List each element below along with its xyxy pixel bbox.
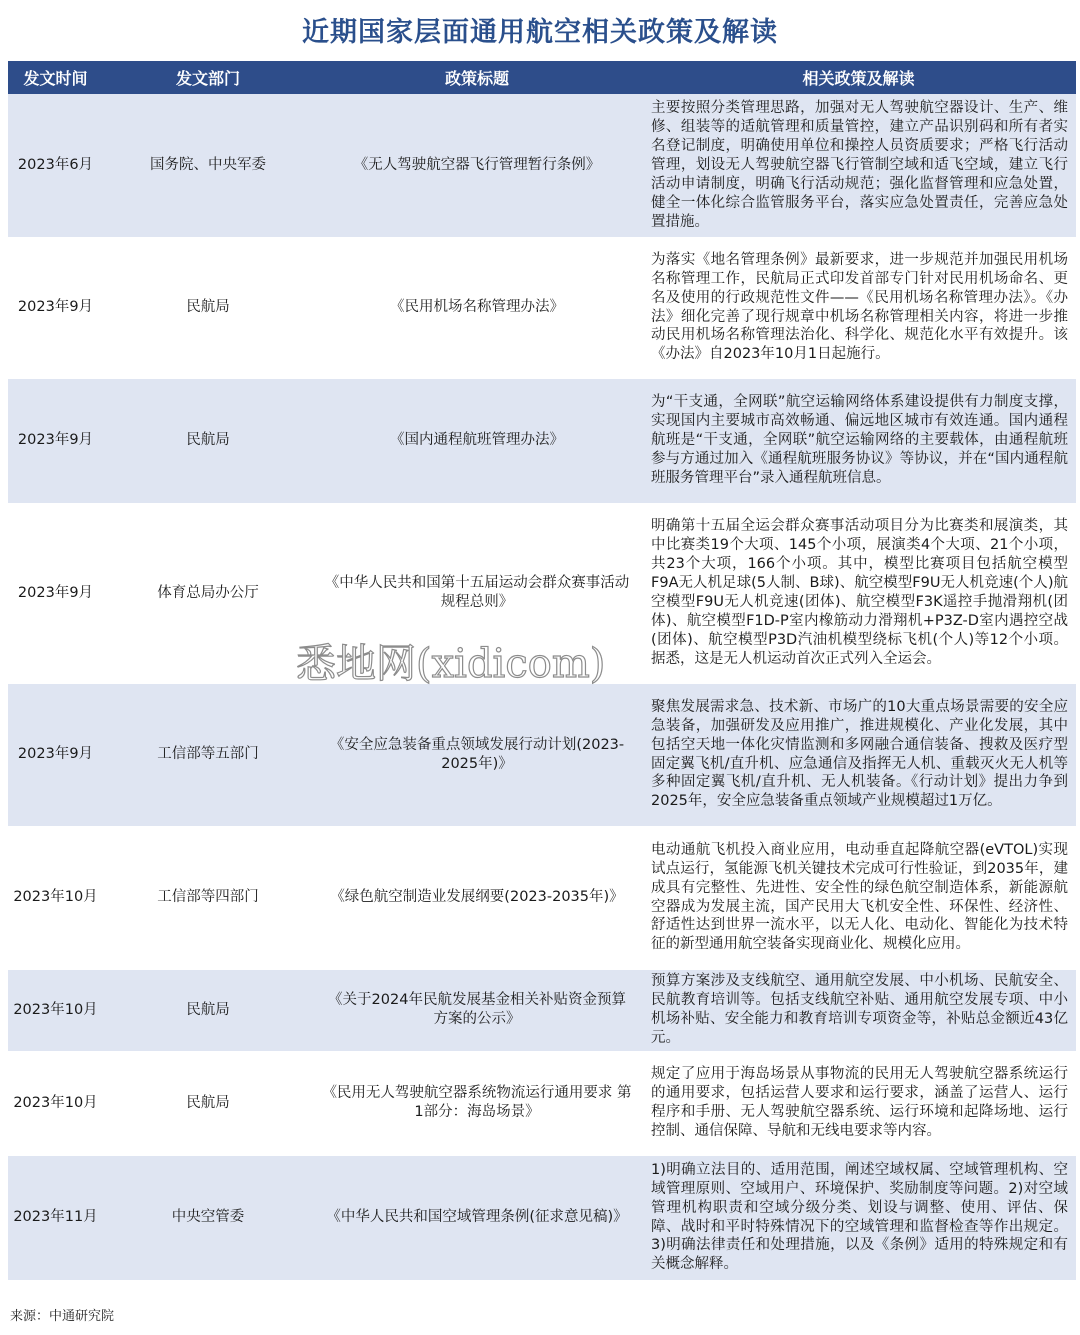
table-row xyxy=(8,826,1076,969)
table-header-row xyxy=(8,61,1076,94)
cell-date: 2023年9月 xyxy=(8,378,103,503)
cell-date: 2023年10月 xyxy=(8,1051,103,1155)
table-row xyxy=(8,969,1076,1051)
cell-dept: 民航局 xyxy=(103,969,313,1051)
cell-date: 2023年9月 xyxy=(8,683,103,826)
table-row xyxy=(8,94,1076,237)
cell-dept: 中央空管委 xyxy=(103,1155,313,1280)
cell-dept: 民航局 xyxy=(103,237,313,378)
header-date: 发文时间 xyxy=(8,61,103,94)
cell-desc: 为“干支通，全网联”航空运输网络体系建设提供有力制度支撑，实现国内主要城市高效畅通、偏远地区城市有效连通。国内通程航班是“干支通，全网联”航空运输网络的主要载体，由通程航班参与方通过加入《通程航班服务协议》等协议，并在“国内通程航班服务管理平台”录入通程航班信息。 xyxy=(641,378,1076,503)
cell-title: 《中华人民共和国空域管理条例(征求意见稿)》 xyxy=(313,1155,641,1280)
table-row xyxy=(8,237,1076,378)
cell-title: 《关于2024年民航发展基金相关补贴资金预算方案的公示》 xyxy=(313,969,641,1051)
header-title: 政策标题 xyxy=(313,61,641,94)
cell-dept: 体育总局办公厅 xyxy=(103,503,313,683)
header-dept: 发文部门 xyxy=(103,61,313,94)
cell-title: 《无人驾驶航空器飞行管理暂行条例》 xyxy=(313,94,641,237)
cell-desc: 预算方案涉及支线航空、通用航空发展、中小机场、民航安全、民航教育培训等。包括支线航空补贴、通用航空发展专项、中小机场补贴、安全能力和教育培训专项资金等，补贴总金额近43亿元。 xyxy=(641,969,1076,1051)
cell-desc: 聚焦发展需求急、技术新、市场广的10大重点场景需要的安全应急装备，加强研发及应用推广，推进规模化、产业化发展，其中包括空天地一体化灾情监测和多网融合通信装备、搜救及医疗型固定翼飞机/直升机、应急通信及指挥无人机、重载灭火无人机等多种固定翼飞机/直升机、无人机装备。《行动计划》提出力争到2025年，安全应急装备重点领域产业规模超过1万亿。 xyxy=(641,683,1076,826)
cell-desc: 明确第十五届全运会群众赛事活动项目分为比赛类和展演类，其中比赛类19个大项、145个小项，展演类4个大项、21个小项，共23个大项，166个小项。其中，模型比赛项目包括航空模型F9A无人机足球(5人制、B球)、航空模型F9U无人机竞速(个人)航空模型F9U无人机竞速(团体)、航空模型F3K遥控手抛滑翔机(团体)、航空模型F1D-P室内橡筋动力滑翔机+P3Z-D室内遇控空战(团体)、航空模型P3D汽油机模型绕标飞机(个人)等12个小项。据悉，这是无人机运动首次正式列入全运会。 xyxy=(641,503,1076,683)
cell-date: 2023年9月 xyxy=(8,237,103,378)
cell-dept: 民航局 xyxy=(103,1051,313,1155)
header-desc: 相关政策及解读 xyxy=(641,61,1076,94)
cell-title: 《绿色航空制造业发展纲要(2023-2035年)》 xyxy=(313,826,641,969)
cell-dept: 民航局 xyxy=(103,378,313,503)
cell-desc: 1)明确立法目的、适用范围，阐述空域权属、空域管理机构、空域管理原则、空域用户、环境保护、奖励制度等问题。2)对空域管理机构职责和空域分级分类、划设与调整、使用、评估、保障、战时和平时特殊情况下的空域管理和监督检查等作出规定。3)明确法律责任和处理措施，以及《条例》适用的特殊规定和有关概念解释。 xyxy=(641,1155,1076,1280)
cell-title: 《民用机场名称管理办法》 xyxy=(313,237,641,378)
cell-title: 《民用无人驾驶航空器系统物流运行通用要求 第1部分：海岛场景》 xyxy=(313,1051,641,1155)
watermark: 悉地网(xidicom) xyxy=(296,641,606,687)
cell-dept: 工信部等四部门 xyxy=(103,826,313,969)
cell-desc: 电动通航飞机投入商业应用，电动垂直起降航空器(eVTOL)实现试点运行，氢能源飞机关键技术完成可行性验证，到2035年，建成具有完整性、先进性、安全性的绿色航空制造体系，新能源航空器成为发展主流，国产民用大飞机安全性、环保性、经济性、舒适性达到世界一流水平，以无人化、电动化、智能化为技术特征的新型通用航空装备实现商业化、规模化应用。 xyxy=(641,826,1076,969)
source-note: 来源：中通研究院 xyxy=(10,1309,115,1324)
table-row xyxy=(8,1051,1076,1155)
policy-table xyxy=(8,61,1076,1281)
cell-date: 2023年10月 xyxy=(8,826,103,969)
cell-desc: 主要按照分类管理思路，加强对无人驾驶航空器设计、生产、维修、组装等的适航管理和质量管控，建立产品识别码和所有者实名登记制度，明确使用单位和操控人员资质要求；严格飞行活动管理，划设无人驾驶航空器飞行管制空域和适飞空域，建立飞行活动申请制度，明确飞行活动规范；强化监督管理和应急处置，健全一体化综合监管服务平台，落实应急处置责任，完善应急处置措施。 xyxy=(641,94,1076,237)
cell-desc: 为落实《地名管理条例》最新要求，进一步规范并加强民用机场名称管理工作，民航局正式印发首部专门针对民用机场命名、更名及使用的行政规范性文件——《民用机场名称管理办法》。《办法》细化完善了现行规章中机场名称管理相关内容，将进一步推动民用机场名称管理法治化、科学化、规范化水平有效提升。该《办法》自2023年10月1日起施行。 xyxy=(641,237,1076,378)
cell-date: 2023年6月 xyxy=(8,94,103,237)
cell-date: 2023年10月 xyxy=(8,969,103,1051)
cell-dept: 工信部等五部门 xyxy=(103,683,313,826)
table-row xyxy=(8,378,1076,503)
table-row xyxy=(8,683,1076,826)
cell-date: 2023年9月 xyxy=(8,503,103,683)
cell-title: 《安全应急装备重点领域发展行动计划(2023-2025年)》 xyxy=(313,683,641,826)
cell-dept: 国务院、中央军委 xyxy=(103,94,313,237)
table-row xyxy=(8,1155,1076,1280)
cell-desc: 规定了应用于海岛场景从事物流的民用无人驾驶航空器系统运行的通用要求，包括运营人要求和运行要求，涵盖了运营人、运行程序和手册、无人驾驶航空器系统、运行环境和起降场地、运行控制、通信保障、导航和无线电要求等内容。 xyxy=(641,1051,1076,1155)
cell-title: 《国内通程航班管理办法》 xyxy=(313,378,641,503)
cell-title: 《中华人民共和国第十五届运动会群众赛事活动规程总则》 xyxy=(313,503,641,683)
cell-date: 2023年11月 xyxy=(8,1155,103,1280)
table-row xyxy=(8,503,1076,683)
page-title: 近期国家层面通用航空相关政策及解读 xyxy=(302,17,778,48)
